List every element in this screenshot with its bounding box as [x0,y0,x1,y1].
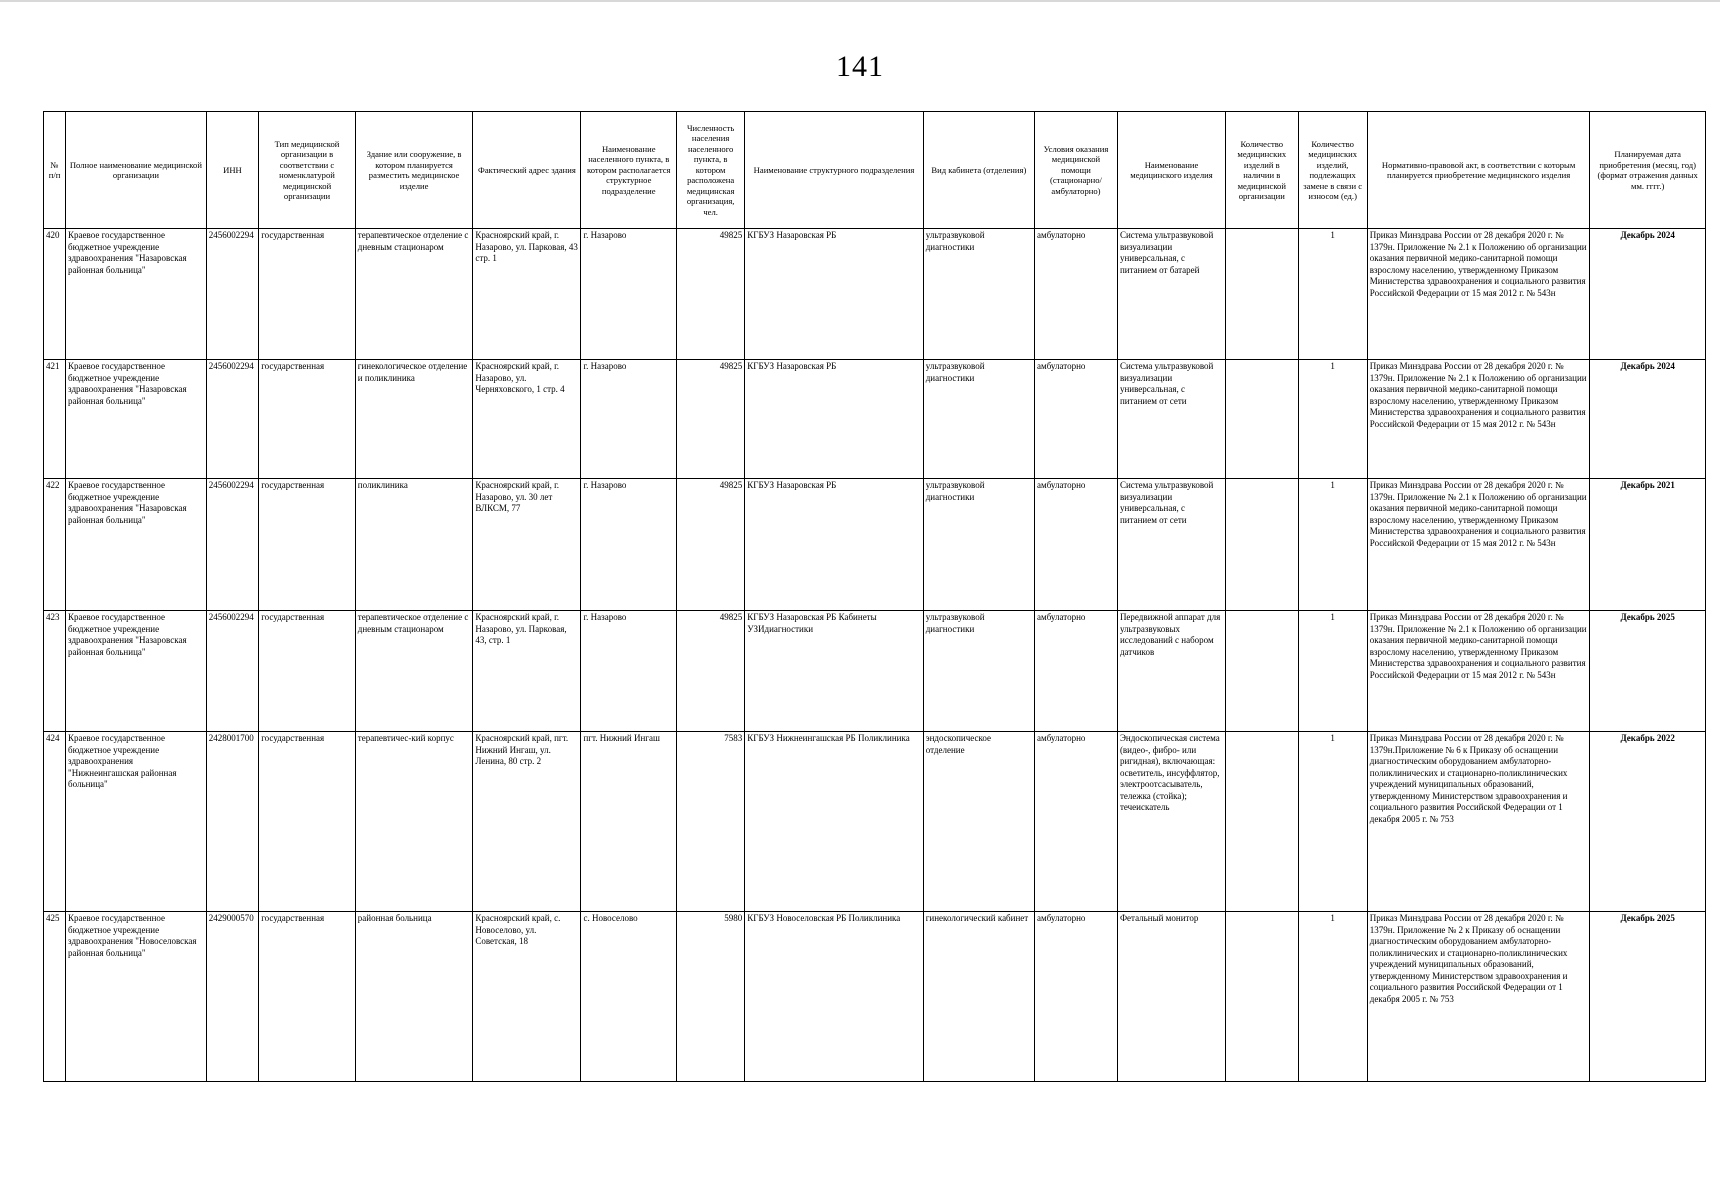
organization-type: государственная [259,912,356,1082]
replace-count: 1 [1298,479,1367,611]
replace-count: 1 [1298,229,1367,360]
header-cell: Тип медицинской организации в соответствии с номенклатурой медицинской организации [259,112,356,229]
header-cell: № п/п [44,112,66,229]
locality: г. Назарово [581,360,677,479]
population: 49825 [677,479,745,611]
building: поликлиника [355,479,473,611]
table-row [44,732,1706,912]
table-row [44,229,1706,360]
locality: г. Назарово [581,229,677,360]
cabinet-type: ультразвуковой диагностики [923,229,1034,360]
address: Красноярский край, г. Назарово, ул. Парковая, 43, стр. 1 [473,611,581,732]
inn: 2456002294 [206,611,258,732]
planned-date: Декабрь 2025 [1590,912,1706,1082]
header-cell: Планируемая дата приобретения (месяц, год) (формат отражения данных мм. гггг.) [1590,112,1706,229]
inn: 2429000570 [206,912,258,1082]
replace-count: 1 [1298,360,1367,479]
legal-act: Приказ Минздрава России от 28 декабря 2020 г. № 1379н. Приложение № 2.1 к Положению об организации оказания первичной медико-санитарной помощи взрослому населению, утвержденному Приказом Министерства здравоохранения и социального развития Российской Федерации от 15 мая 2012 г. № 543н [1367,611,1590,732]
header-cell: Численность населения населенного пункта, в котором расположена медицинская организация, чел. [677,112,745,229]
locality: г. Назарово [581,479,677,611]
planned-date: Декабрь 2025 [1590,611,1706,732]
address: Красноярский край, г. Назарово, ул. Парковая, 43 стр. 1 [473,229,581,360]
available-count [1226,912,1298,1082]
organization-type: государственная [259,229,356,360]
available-count [1226,229,1298,360]
building: районная больница [355,912,473,1082]
population: 49825 [677,611,745,732]
care-conditions: амбулаторно [1035,360,1118,479]
organization-name: Краевое государственное бюджетное учреждение здравоохранения "Назаровская районная больница" [66,611,207,732]
device-name: Эндоскопическая система (видео-, фибро- или ригидная), включающая: осветитель, инсуффлятор, электроотсасыватель, тележка (стойка); течеискатель [1117,732,1225,912]
address: Красноярский край, с. Новоселово, ул. Советская, 18 [473,912,581,1082]
header-cell: Наименование населенного пункта, в котором располагается структурное подразделение [581,112,677,229]
address: Красноярский край, г. Назарово, ул. 30 лет ВЛКСМ, 77 [473,479,581,611]
population: 49825 [677,229,745,360]
planned-date: Декабрь 2024 [1590,229,1706,360]
planned-date: Декабрь 2022 [1590,732,1706,912]
table-row [44,611,1706,732]
planned-date: Декабрь 2021 [1590,479,1706,611]
inn: 2456002294 [206,360,258,479]
structural-unit: КГБУЗ Назаровская РБ [745,479,923,611]
cabinet-type: ультразвуковой диагностики [923,479,1034,611]
page-number: 141 [836,50,884,83]
table-row [44,912,1706,1082]
replace-count: 1 [1298,912,1367,1082]
header-row [44,112,1706,229]
device-name: Система ультразвуковой визуализации универсальная, с питанием от сети [1117,479,1225,611]
care-conditions: амбулаторно [1035,912,1118,1082]
organization-name: Краевое государственное бюджетное учреждение здравоохранения "Назаровская районная больница" [66,360,207,479]
building: терапевтическое отделение с дневным стационаром [355,611,473,732]
device-name: Передвижной аппарат для ультразвуковых исследований с набором датчиков [1117,611,1225,732]
device-name: Система ультразвуковой визуализации универсальная, с питанием от батарей [1117,229,1225,360]
available-count [1226,479,1298,611]
population: 5980 [677,912,745,1082]
organization-type: государственная [259,479,356,611]
organization-type: государственная [259,360,356,479]
legal-act: Приказ Минздрава России от 28 декабря 2020 г. № 1379н. Приложение № 2.1 к Положению об организации оказания первичной медико-санитарной помощи взрослому населению, утвержденному Приказом Министерства здравоохранения и социального развития Российской Федерации от 15 мая 2012 г. № 543н [1367,360,1590,479]
address: Красноярский край, г. Назарово, ул. Черняховского, 1 стр. 4 [473,360,581,479]
registry-sheet [43,111,1706,1082]
cabinet-type: гинекологический кабинет [923,912,1034,1082]
cabinet-type: ультразвуковой диагностики [923,360,1034,479]
structural-unit: КГБУЗ Новоселовская РБ Поликлиника [745,912,923,1082]
legal-act: Приказ Минздрава России от 28 декабря 2020 г. № 1379н. Приложение № 2.1 к Положению об организации оказания первичной медико-санитарной помощи взрослому населению, утвержденному Приказом Министерства здравоохранения и социального развития Российской Федерации от 15 мая 2012 г. № 543н [1367,479,1590,611]
header-cell: Здание или сооружение, в котором планируется разместить медицинское изделие [355,112,473,229]
row-number: 421 [44,360,66,479]
table-row [44,479,1706,611]
row-number: 423 [44,611,66,732]
header-cell: Наименование медицинского изделия [1117,112,1225,229]
organization-name: Краевое государственное бюджетное учреждение здравоохранения "Нижнеингашская районная больница" [66,732,207,912]
inn: 2428001700 [206,732,258,912]
population: 49825 [677,360,745,479]
header-cell: Наименование структурного подразделения [745,112,923,229]
row-number: 420 [44,229,66,360]
header-cell: ИНН [206,112,258,229]
row-number: 425 [44,912,66,1082]
organization-name: Краевое государственное бюджетное учреждение здравоохранения "Новоселовская районная больница" [66,912,207,1082]
header-cell: Полное наименование медицинской организации [66,112,207,229]
header-cell: Количество медицинских изделий в наличии в медицинской организации [1226,112,1298,229]
locality: пгт. Нижний Ингаш [581,732,677,912]
row-number: 422 [44,479,66,611]
organization-type: государственная [259,611,356,732]
care-conditions: амбулаторно [1035,229,1118,360]
inn: 2456002294 [206,229,258,360]
replace-count: 1 [1298,732,1367,912]
header-cell: Условия оказания медицинской помощи (стационарно/ амбулаторно) [1035,112,1118,229]
scan-edge [0,0,1720,2]
header-cell: Нормативно-правовой акт, в соответствии с которым планируется приобретение медицинского изделия [1367,112,1590,229]
address: Красноярский край, пгт. Нижний Ингаш, ул. Ленина, 80 стр. 2 [473,732,581,912]
organization-name: Краевое государственное бюджетное учреждение здравоохранения "Назаровская районная больница" [66,479,207,611]
building: терапевтическое отделение с дневным стационаром [355,229,473,360]
organization-type: государственная [259,732,356,912]
structural-unit: КГБУЗ Назаровская РБ [745,360,923,479]
care-conditions: амбулаторно [1035,611,1118,732]
locality: г. Назарово [581,611,677,732]
header-cell: Вид кабинета (отделения) [923,112,1034,229]
building: гинекологическое отделение и поликлиника [355,360,473,479]
planned-date: Декабрь 2024 [1590,360,1706,479]
legal-act: Приказ Минздрава России от 28 декабря 2020 г. № 1379н.Приложение № 6 к Приказу об оснащении диагностическим оборудованием амбулаторно-поликлинических и стационарно-поликлинических учреждений муниципальных образований, утвержденному Министерством здравоохранения и социального развития Российской Федерации от 1 декабря 2005 г. № 753 [1367,732,1590,912]
device-name: Фетальный монитор [1117,912,1225,1082]
care-conditions: амбулаторно [1035,479,1118,611]
available-count [1226,611,1298,732]
structural-unit: КГБУЗ Назаровская РБ [745,229,923,360]
available-count [1226,360,1298,479]
legal-act: Приказ Минздрава России от 28 декабря 2020 г. № 1379н. Приложение № 2.1 к Положению об организации оказания первичной медико-санитарной помощи взрослому населению, утвержденному Приказом Министерства здравоохранения и социального развития Российской Федерации от 15 мая 2012 г. № 543н [1367,229,1590,360]
structural-unit: КГБУЗ Нижнеингашская РБ Поликлиника [745,732,923,912]
device-name: Система ультразвуковой визуализации универсальная, с питанием от сети [1117,360,1225,479]
organization-name: Краевое государственное бюджетное учреждение здравоохранения "Назаровская районная больница" [66,229,207,360]
replace-count: 1 [1298,611,1367,732]
inn: 2456002294 [206,479,258,611]
header-cell: Фактический адрес здания [473,112,581,229]
cabinet-type: эндоскопическое отделение [923,732,1034,912]
legal-act: Приказ Минздрава России от 28 декабря 2020 г. № 1379н. Приложение № 2 к Приказу об оснащении диагностическим оборудованием амбулаторно-поликлинических и стационарно-поликлинических учреждений муниципальных образований, утвержденному Министерством здравоохранения и социального развития Российской Федерации от 1 декабря 2005 г. № 753 [1367,912,1590,1082]
population: 7583 [677,732,745,912]
header-cell: Количество медицинских изделий, подлежащих замене в связи с износом (ед.) [1298,112,1367,229]
building: терапевтичес-кий корпус [355,732,473,912]
equipment-registry-table [43,111,1706,1082]
cabinet-type: ультразвуковой диагностики [923,611,1034,732]
structural-unit: КГБУЗ Назаровская РБ Кабинеты УЗИдиагностики [745,611,923,732]
locality: с. Новоселово [581,912,677,1082]
row-number: 424 [44,732,66,912]
available-count [1226,732,1298,912]
table-row [44,360,1706,479]
care-conditions: амбулаторно [1035,732,1118,912]
